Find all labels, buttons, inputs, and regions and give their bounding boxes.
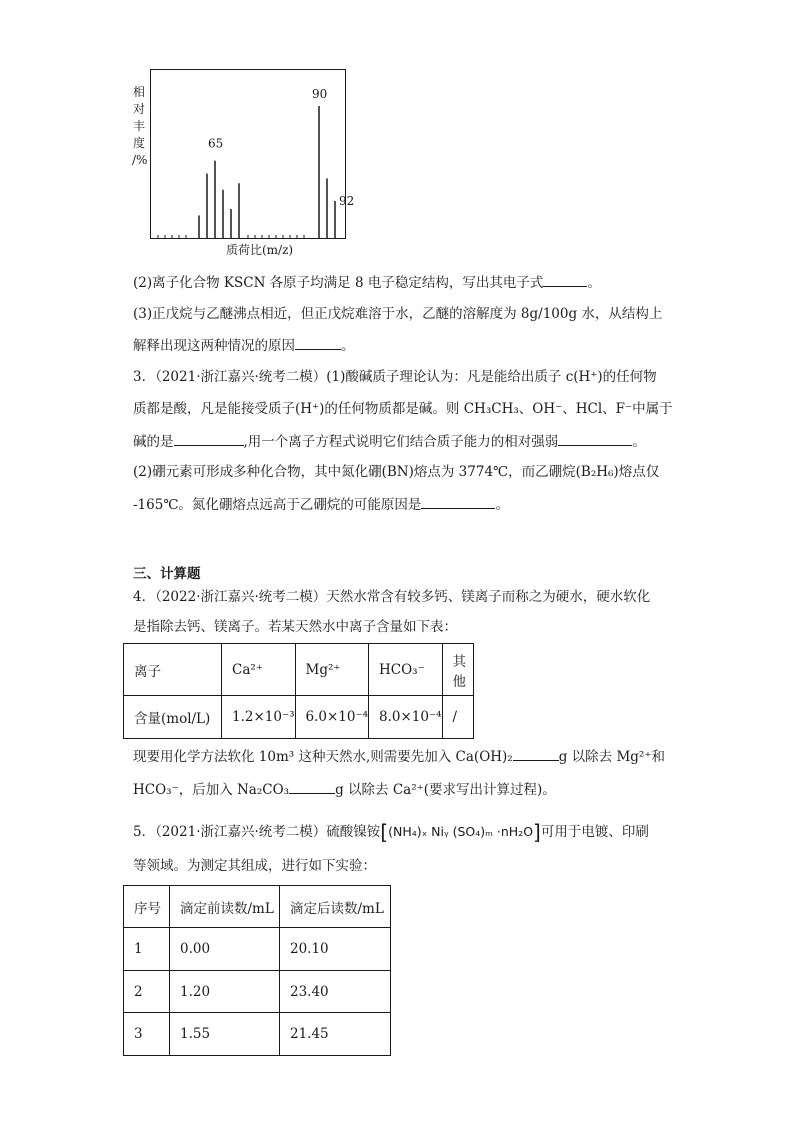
ion-content-table <box>123 643 474 739</box>
table-cell: 2 <box>124 971 170 1013</box>
table-cell: HCO₃⁻ <box>369 644 443 696</box>
table-row <box>124 971 391 1013</box>
chart-y-label-char: 相 <box>132 85 145 99</box>
q5-line1 <box>133 822 649 842</box>
q5-line1-end: 可用于电镀、印刷 <box>540 824 649 840</box>
peak-label-92: 92 <box>339 193 355 208</box>
table-cell: 23.40 <box>280 971 391 1013</box>
q5-line1-start: 5．（2021·浙江嘉兴·统考二模）硫酸镍铵 <box>133 824 381 840</box>
q4-after-line2 <box>133 779 556 800</box>
answer-blank[interactable] <box>174 431 244 446</box>
q3-line3 <box>133 431 646 452</box>
close-bracket: ] <box>533 820 541 844</box>
answer-blank[interactable] <box>543 272 587 287</box>
table-cell: Ca²⁺ <box>222 644 296 696</box>
table-cell: 序号 <box>124 886 170 928</box>
table-header-row <box>124 644 474 696</box>
q4-after-line1-end: g 以除去 Mg²⁺和 <box>558 749 665 765</box>
q3-line5-start: -165℃。氮化硼熔点远高于乙硼烷的可能原因是 <box>133 497 422 513</box>
table-cell: 1.2×10⁻³ <box>222 696 296 739</box>
mass-spectrum-chart <box>150 69 355 241</box>
q3-line2: 质都是酸，凡是能接受质子(H⁺)的任何物质都是碱。则 CH₃CH₃、OH⁻、HCl、F⁻中属于 <box>133 401 673 417</box>
q4-after-line2-end: g 以除去 Ca²⁺(要求写出计算过程)。 <box>335 782 556 798</box>
chart-y-label-char: 丰 <box>132 119 145 133</box>
chart-y-label-char: 度 <box>132 136 145 150</box>
chart-bars <box>199 106 335 238</box>
table-cell: Mg²⁺ <box>295 644 369 696</box>
q3-line4: (2)硼元素可形成多种化合物，其中氮化硼(BN)熔点为 3774℃，而乙硼烷(B₂H₆)熔点仅 <box>133 464 660 480</box>
q3-line1: 3．（2021·浙江嘉兴·统考二模）(1)酸碱质子理论认为：凡是能给出质子 c(H⁺)的任何物 <box>133 369 657 385</box>
table-cell: 20.10 <box>280 928 391 971</box>
q2-sub2 <box>133 272 601 293</box>
table-cell: / <box>442 696 474 739</box>
table-row <box>124 696 474 739</box>
q4-after-line1-start: 现要用化学方法软化 10m³ 这种天然水,则需要先加入 Ca(OH)₂ <box>133 749 513 765</box>
chart-x-axis-label: 质荷比(m/z) <box>226 243 294 257</box>
q4-after-line1 <box>133 746 665 767</box>
table-cell: 滴定后读数/mL <box>280 886 391 928</box>
table-cell: 3 <box>124 1013 170 1056</box>
q4-after-line2-start: HCO₃⁻，后加入 Na₂CO₃ <box>133 782 290 798</box>
table-cell: 6.0×10⁻⁴ <box>295 696 369 739</box>
table-row <box>124 1013 391 1056</box>
table-cell: 8.0×10⁻⁴ <box>369 696 443 739</box>
table-cell: 含量(mol/L) <box>124 696 222 739</box>
peak-label-90: 90 <box>312 86 328 101</box>
q3-line3-middle: ,用一个离子方程式说明它们结合质子能力的相对强弱 <box>243 434 559 450</box>
table-cell: 1.20 <box>170 971 280 1013</box>
chart-peak-labels <box>208 87 354 208</box>
q2-sub3-line2 <box>133 335 355 356</box>
q4-line1: 4．（2022·浙江嘉兴·统考二模）天然水常含有较多钙、镁离子而称之为硬水，硬水软化 <box>133 589 651 605</box>
table-cell: 滴定前读数/mL <box>170 886 280 928</box>
answer-blank[interactable] <box>289 779 335 794</box>
table-row <box>124 928 391 971</box>
chart-y-label-char: 对 <box>132 102 145 116</box>
q2-sub2-text: (2)离子化合物 KSCN 各原子均满足 8 电子稳定结构，写出其电子式 <box>133 275 544 291</box>
table-cell: 21.45 <box>280 1013 391 1056</box>
q4-line2: 是指除去钙、镁离子。若某天然水中离子含量如下表： <box>133 619 457 635</box>
chemical-formula: (NH₄)ₓ Niᵧ (SO₄)ₘ ·nH₂O <box>388 824 534 839</box>
answer-blank[interactable] <box>421 494 495 509</box>
q5-line2: 等领域。为测定其组成，进行如下实验： <box>133 858 376 874</box>
table-cell: 离子 <box>124 644 222 696</box>
section-title: 三、计算题 <box>133 566 201 582</box>
titration-table <box>123 885 391 1056</box>
answer-blank[interactable] <box>513 746 559 761</box>
chart-y-label-char: /% <box>132 153 148 167</box>
table-cell: 0.00 <box>170 928 280 971</box>
q3-line3-end: 。 <box>632 434 646 450</box>
q2-sub2-end: 。 <box>587 275 601 291</box>
q3-line5 <box>133 494 509 515</box>
q2-sub3-line1: (3)正戊烷与乙醚沸点相近，但正戊烷难溶于水，乙醚的溶解度为 8g/100g 水，从结构上 <box>133 306 663 322</box>
open-bracket: [ <box>380 820 389 844</box>
chart-y-axis-label <box>132 84 146 169</box>
q3-line3-start: 碱的是 <box>133 434 174 450</box>
q2-sub3-end: 。 <box>341 338 355 354</box>
peak-label-65: 65 <box>208 136 224 151</box>
q2-sub3-text: 解释出现这两种情况的原因 <box>133 338 295 354</box>
table-header-row <box>124 886 391 928</box>
q3-line5-end: 。 <box>495 497 509 513</box>
table-cell: 1.55 <box>170 1013 280 1056</box>
table-cell: 其他 <box>442 644 474 696</box>
answer-blank[interactable] <box>295 335 341 350</box>
answer-blank[interactable] <box>558 431 632 446</box>
table-cell: 1 <box>124 928 170 971</box>
